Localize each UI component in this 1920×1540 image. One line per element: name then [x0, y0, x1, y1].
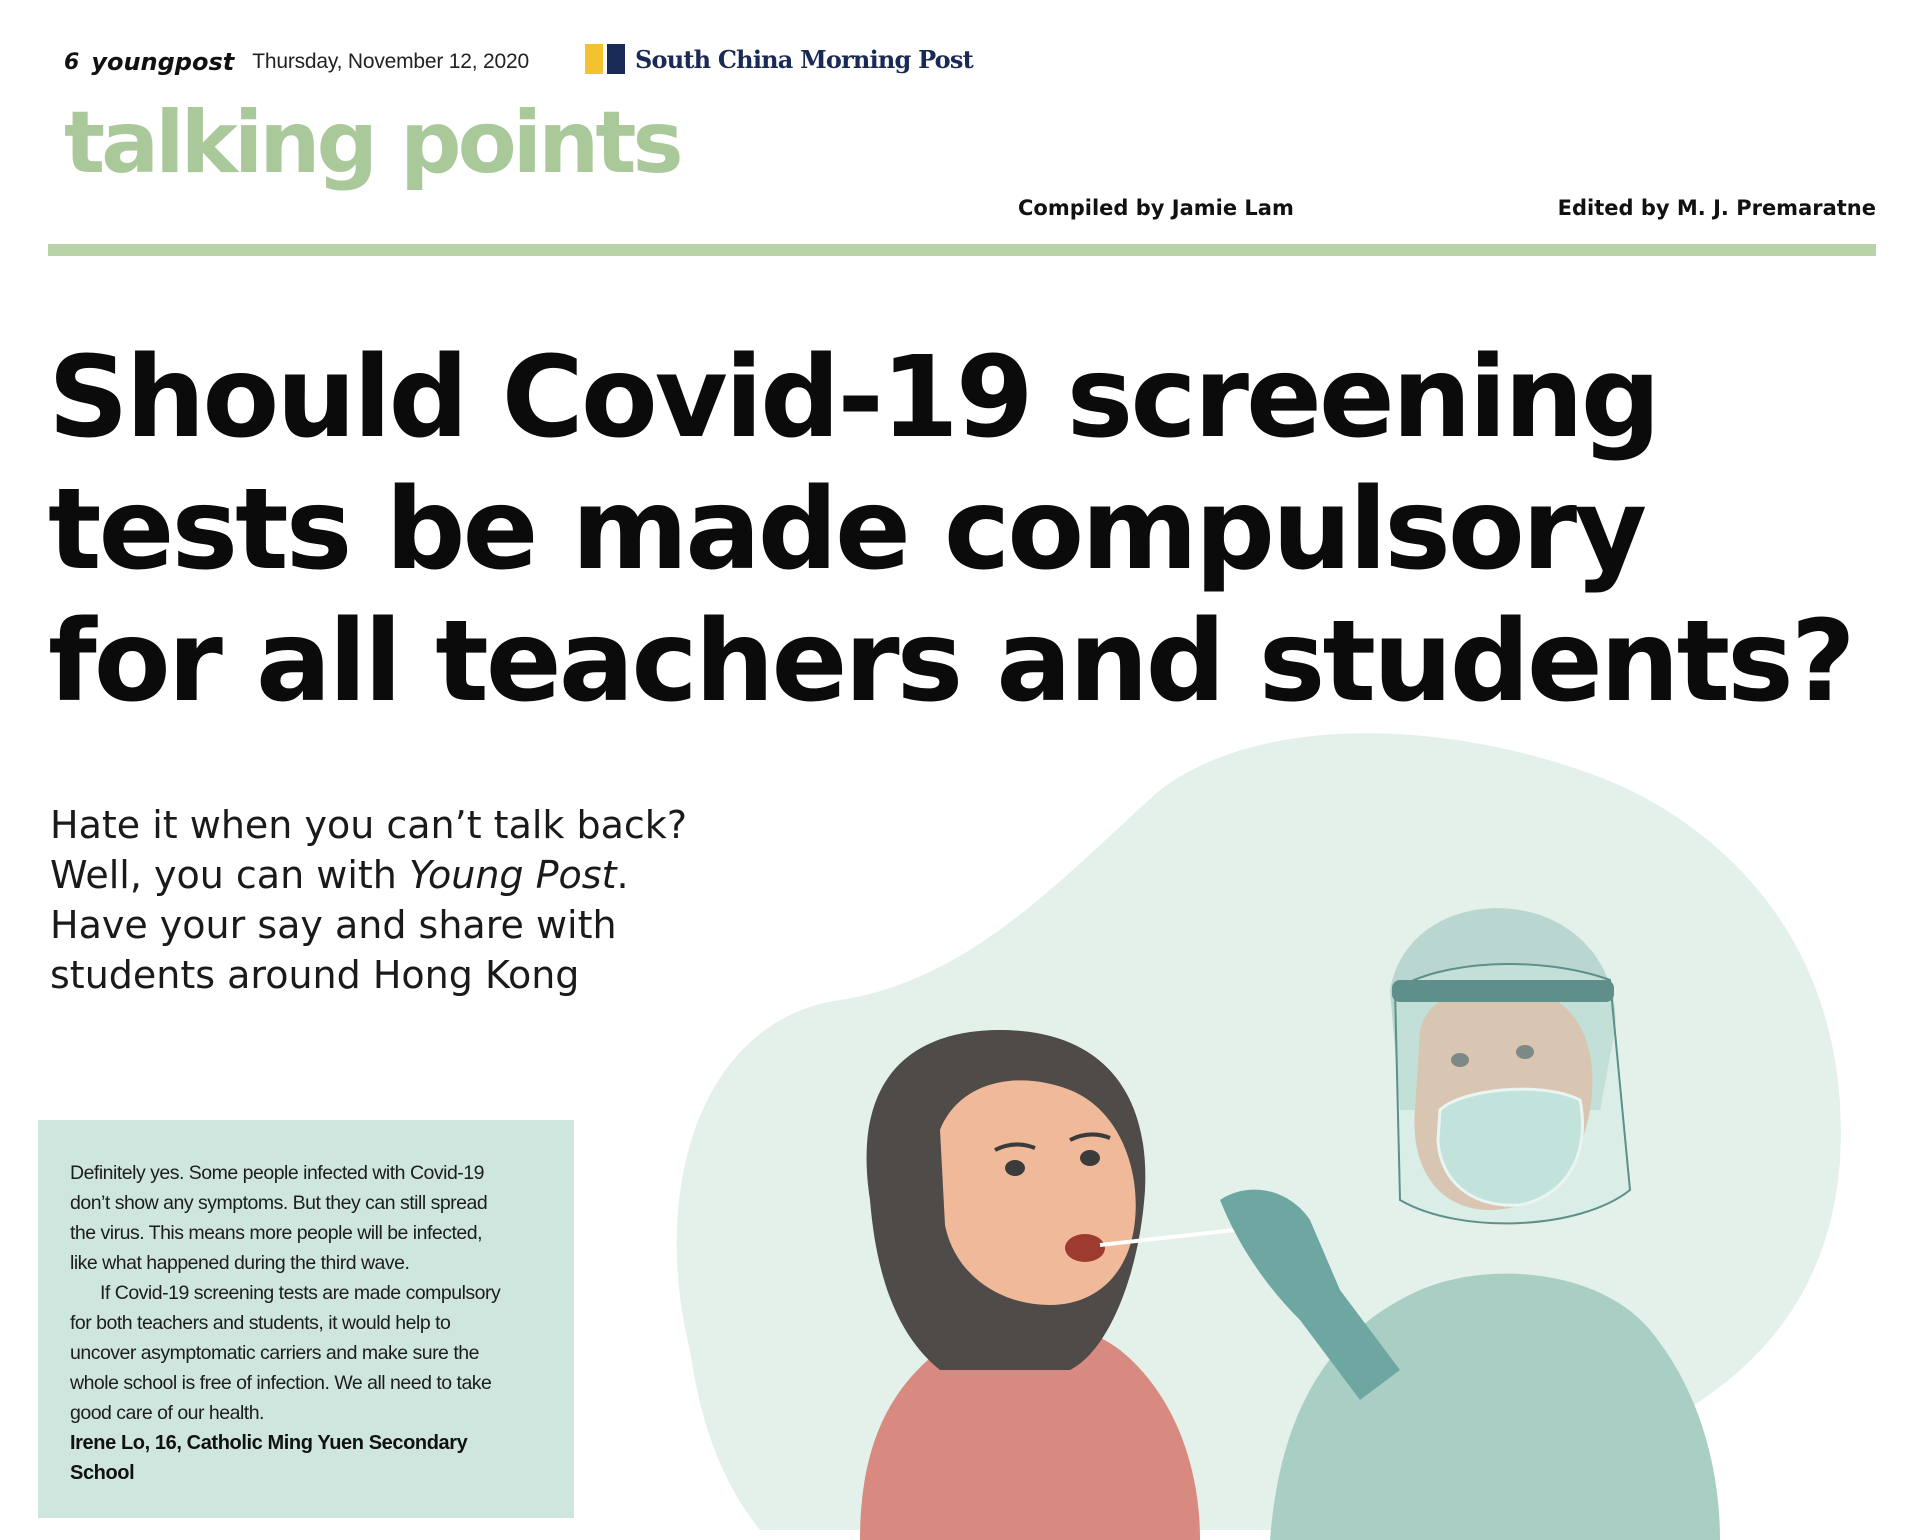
- opinion-line: Definitely yes. Some people infected with Covid-19: [70, 1162, 484, 1184]
- opinion-line: uncover asymptomatic carriers and make sure the: [70, 1342, 479, 1364]
- intro-line-2-italic: Young Post: [408, 853, 617, 897]
- patient-eye-left: [1005, 1160, 1025, 1176]
- masthead: [64, 44, 529, 80]
- section-kicker: talking points: [64, 93, 680, 193]
- section-name: youngpost: [91, 48, 235, 76]
- logo-yellow-block: [585, 44, 603, 74]
- headline-line-2: tests be made compulsory: [48, 465, 1645, 595]
- intro-line-2-prefix: Well, you can with: [50, 853, 409, 897]
- publication-logo: [585, 44, 973, 74]
- headline-line-1: Should Covid-19 screening: [48, 333, 1658, 463]
- worker-face-shield: [1395, 964, 1630, 1223]
- scmp-logo-icon: [585, 44, 625, 74]
- worker-shield-band: [1392, 980, 1614, 1002]
- opinion-line: don’t show any symptoms. But they can still spread: [70, 1192, 488, 1214]
- edited-by: Edited by M. J. Premaratne: [1557, 196, 1876, 220]
- opinion-line: for both teachers and students, it would help to: [70, 1312, 451, 1334]
- headline: [48, 332, 1868, 728]
- publication-name: South China Morning Post: [635, 44, 973, 74]
- opinion-box: [38, 1120, 574, 1518]
- compiled-by: Compiled by Jamie Lam: [1018, 196, 1294, 220]
- intro-text: [50, 800, 687, 1000]
- headline-line-3: for all teachers and students?: [48, 597, 1853, 727]
- swab-test-illustration: [640, 730, 1880, 1540]
- intro-line-2: [50, 850, 670, 900]
- opinion-text: [70, 1158, 560, 1428]
- patient-eye-right: [1080, 1150, 1100, 1166]
- byline-line-2: School: [70, 1462, 135, 1484]
- opinion-line: the virus. This means more people will be infected,: [70, 1222, 483, 1244]
- opinion-line: If Covid-19 screening tests are made compulsory: [100, 1282, 501, 1304]
- patient-mouth: [1065, 1234, 1105, 1262]
- opinion-line: good care of our health.: [70, 1402, 264, 1424]
- section-divider: [48, 244, 1876, 256]
- issue-date: Thursday, November 12, 2020: [252, 50, 529, 73]
- opinion-line: like what happened during the third wave.: [70, 1252, 410, 1274]
- opinion-line: whole school is free of infection. We all need to take: [70, 1372, 492, 1394]
- byline-line-1: Irene Lo, 16, Catholic Ming Yuen Secondary: [70, 1432, 468, 1454]
- logo-navy-block: [607, 44, 625, 74]
- intro-line-1: Hate it when you can’t talk back?: [50, 803, 687, 847]
- intro-line-3: Have your say and share with: [50, 903, 617, 947]
- intro-line-2-suffix: .: [616, 853, 629, 897]
- page-number: 6: [64, 49, 80, 75]
- intro-line-4: students around Hong Kong: [50, 953, 580, 997]
- opinion-byline: [70, 1428, 467, 1488]
